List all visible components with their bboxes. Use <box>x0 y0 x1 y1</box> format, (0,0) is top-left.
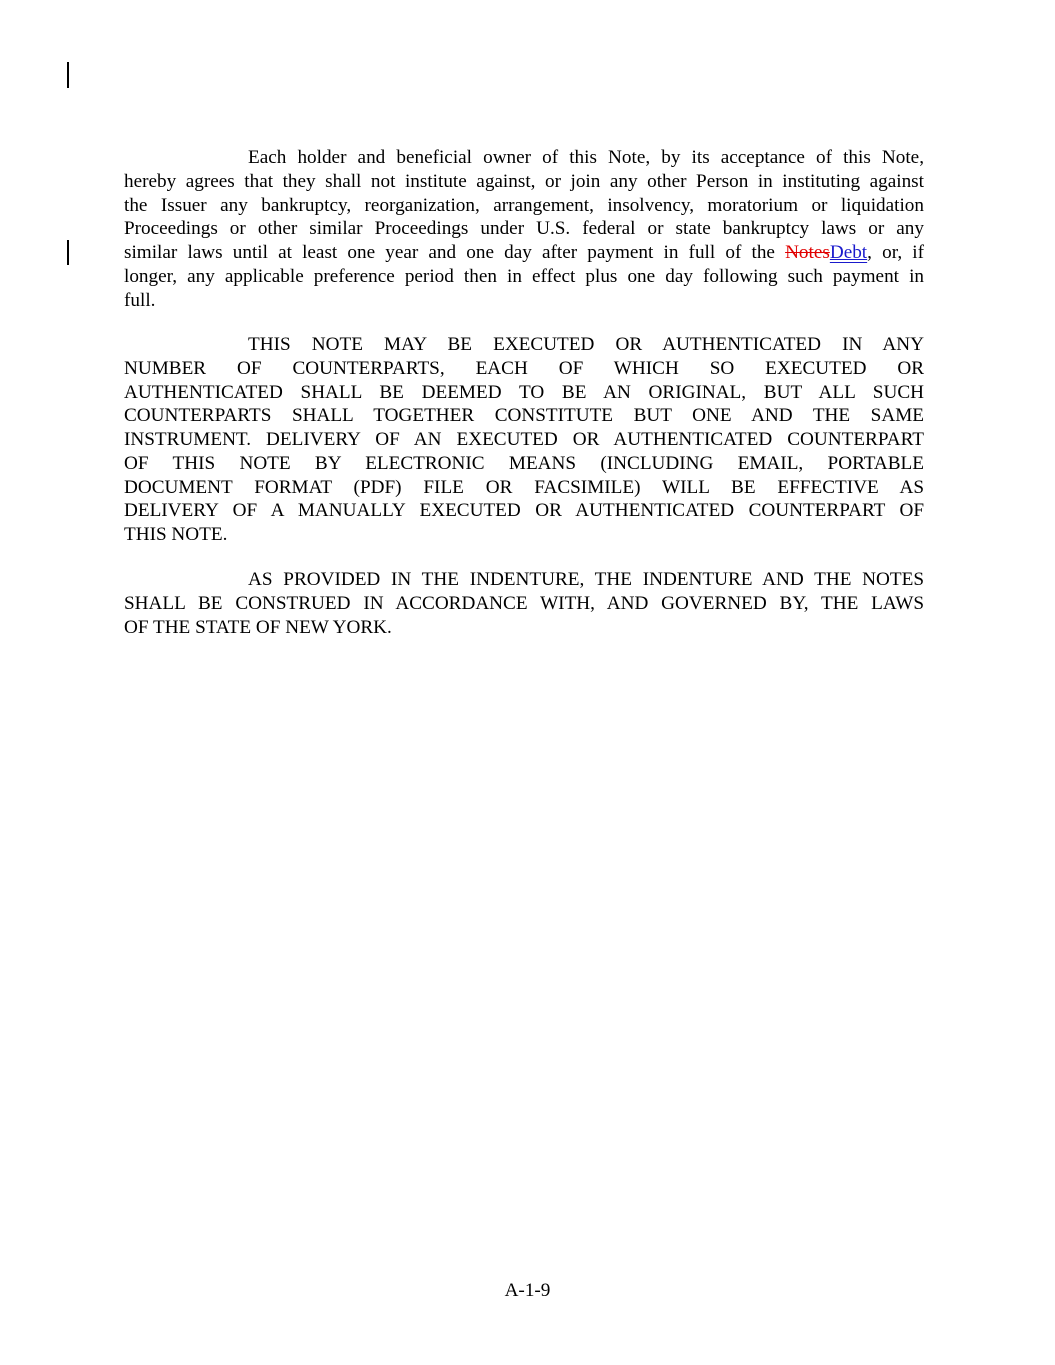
paragraph-governing-law <box>124 568 924 639</box>
text-line: OF THIS NOTE BY ELECTRONIC MEANS (INCLUDING EMAIL, PORTABLE <box>124 452 924 474</box>
change-bar <box>67 240 69 265</box>
text-line: THIS NOTE MAY BE EXECUTED OR AUTHENTICATED IN ANY <box>248 334 924 355</box>
text-line: THIS NOTE. <box>124 524 228 545</box>
text-line: AS PROVIDED IN THE INDENTURE, THE INDENTURE AND THE NOTES <box>248 569 924 590</box>
page-number: A-1-9 <box>504 1280 551 1301</box>
text-line: SHALL BE CONSTRUED IN ACCORDANCE WITH, AND GOVERNED BY, THE LAWS <box>124 592 924 614</box>
deleted-text: Notes <box>785 242 830 263</box>
text-line: longer, any applicable preference period then in effect plus one day following such payment in <box>124 265 924 287</box>
text-line: DOCUMENT FORMAT (PDF) FILE OR FACSIMILE) WILL BE EFFECTIVE AS <box>124 476 924 498</box>
text-segment: , or, if <box>867 242 924 263</box>
change-bar <box>67 62 69 88</box>
text-line: Each holder and beneficial owner of this Note, by its acceptance of this Note, <box>248 147 924 168</box>
paragraph-non-petition <box>124 146 924 312</box>
text-line: full. <box>124 289 156 311</box>
text-line: hereby agrees that they shall not institute against, or join any other Person in instituting against <box>124 170 924 192</box>
text-line: COUNTERPARTS SHALL TOGETHER CONSTITUTE BUT ONE AND THE SAME <box>124 405 924 427</box>
text-line: OF THE STATE OF NEW YORK. <box>124 616 392 638</box>
text-line: AUTHENTICATED SHALL BE DEEMED TO BE AN ORIGINAL, BUT ALL SUCH <box>124 381 924 403</box>
text-line: INSTRUMENT. DELIVERY OF AN EXECUTED OR AUTHENTICATED COUNTERPART <box>124 429 924 450</box>
paragraph-counterparts <box>124 333 924 547</box>
text-line: the Issuer any bankruptcy, reorganization, arrangement, insolvency, moratorium or liquidation <box>124 194 924 216</box>
text-line: Proceedings or other similar Proceedings under U.S. federal or state bankruptcy laws or any <box>124 218 924 240</box>
revised-text-line <box>124 241 924 265</box>
text-segment: similar laws until at least one year and one day after payment in full of the <box>124 242 786 263</box>
text-line: NUMBER OF COUNTERPARTS, EACH OF WHICH SO EXECUTED OR <box>124 357 924 379</box>
text-line: DELIVERY OF A MANUALLY EXECUTED OR AUTHENTICATED COUNTERPART OF <box>124 500 924 522</box>
inserted-text: Debt <box>829 242 868 263</box>
